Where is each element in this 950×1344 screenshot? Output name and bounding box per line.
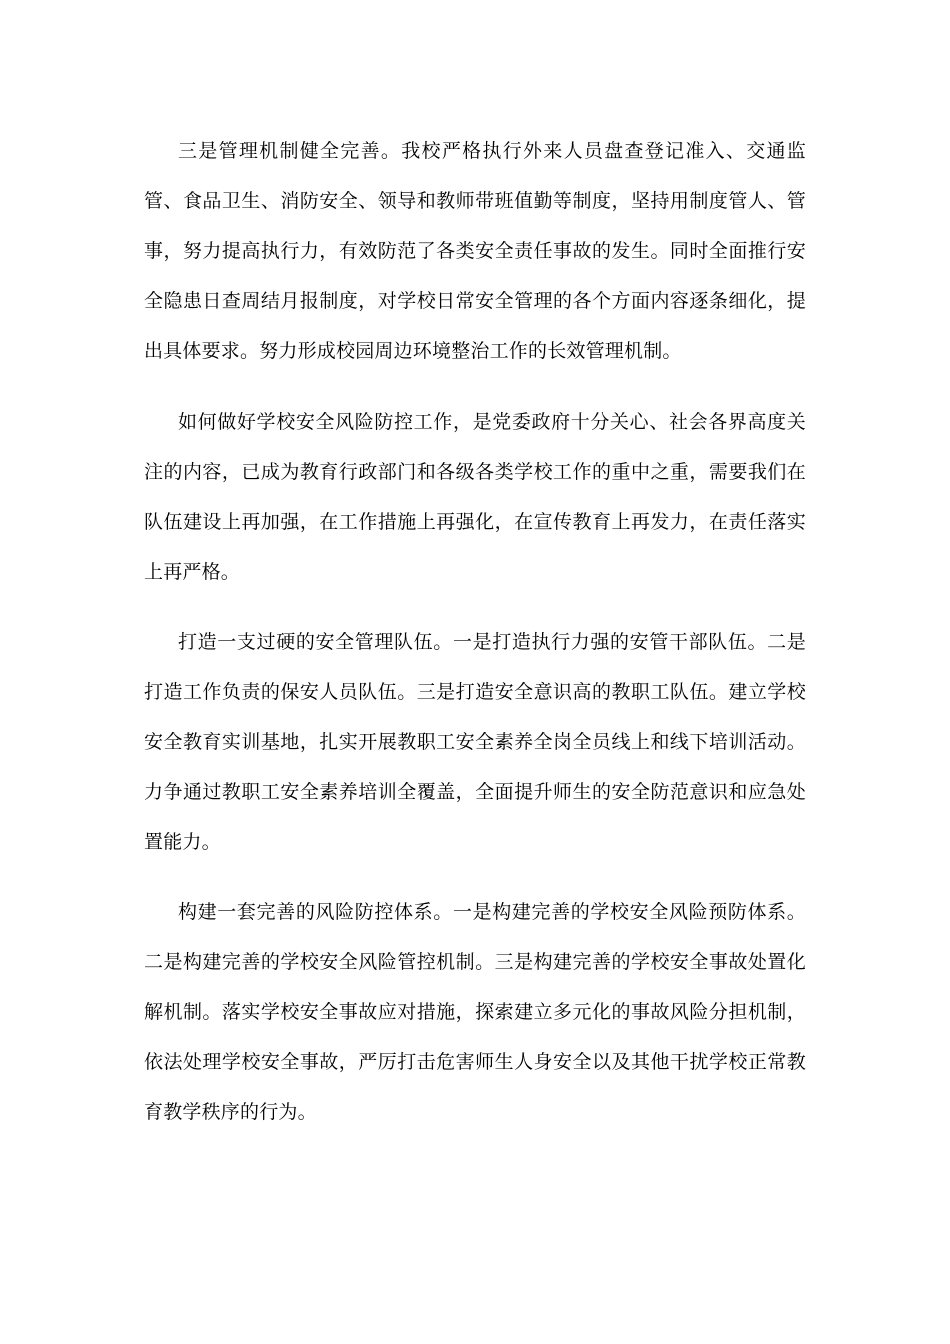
paragraph-risk-control-intro: 如何做好学校安全风险防控工作，是党委政府十分关心、社会各界高度关注的内容，已成为教育行政部门和各级各类学校工作的重中之重，需要我们在队伍建设上再加强，在工作措施上再强化，在宣传教育上再发力，在责任落实上再严格。 [144,411,806,583]
paragraph-management-mechanism: 三是管理机制健全完善。我校严格执行外来人员盘查登记准入、交通监管、食品卫生、消防安全、领导和教师带班值勤等制度，坚持用制度管人、管事，努力提高执行力，有效防范了各类安全责任事故的发生。同时全面推行安全隐患日查周结月报制度，对学校日常安全管理的各个方面内容逐条细化，提出具体要求。努力形成校园周边环境整治工作的长效管理机制。 [144,140,806,362]
paragraph-risk-prevention-system: 构建一套完善的风险防控体系。一是构建完善的学校安全风险预防体系。二是构建完善的学校安全风险管控机制。三是构建完善的学校安全事故处置化解机制。落实学校安全事故应对措施，探索建立多元化的事故风险分担机制，依法处理学校安全事故，严厉打击危害师生人身安全以及其他干扰学校正常教育教学秩序的行为。 [144,901,806,1123]
paragraph-safety-team: 打造一支过硬的安全管理队伍。一是打造执行力强的安管干部队伍。二是打造工作负责的保安人员队伍。三是打造安全意识高的教职工队伍。建立学校安全教育实训基地，扎实开展教职工安全素养全岗全员线上和线下培训活动。力争通过教职工安全素养培训全覆盖，全面提升师生的安全防范意识和应急处置能力。 [144,631,806,853]
